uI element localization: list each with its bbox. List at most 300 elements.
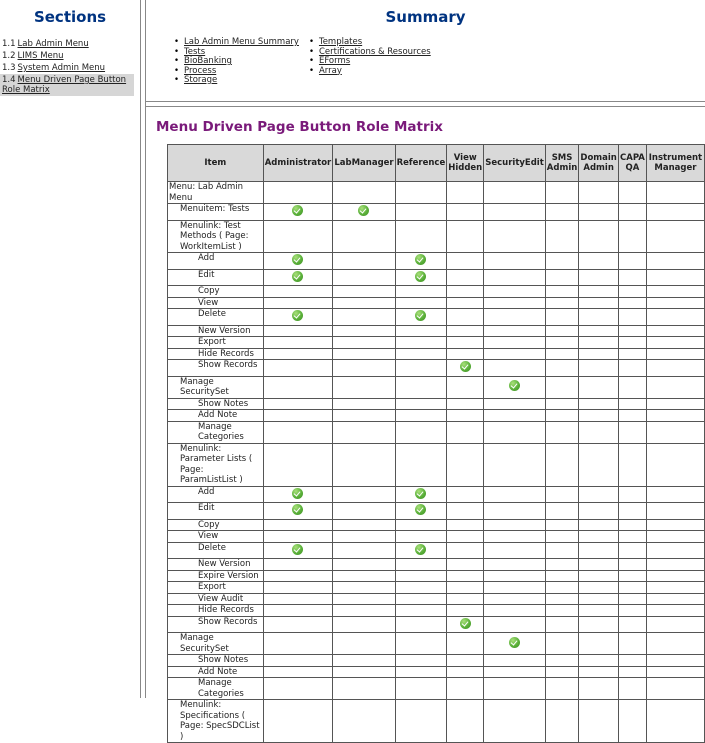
column-header: Administrator (263, 145, 333, 182)
green-check-icon (292, 271, 303, 282)
section-number: 1.4 (2, 75, 16, 85)
role-cell (545, 542, 578, 559)
role-cell (646, 605, 704, 617)
role-cell (484, 616, 546, 633)
role-cell (395, 309, 447, 326)
role-cell (484, 204, 546, 221)
row-item-label: Manage SecuritySet (168, 376, 264, 398)
section-item (0, 38, 140, 50)
role-cell (333, 559, 395, 571)
row-item-label: Menulink: Test Methods ( Page: WorkItemList ) (168, 220, 264, 253)
role-cell (545, 182, 578, 204)
role-cell (619, 605, 647, 617)
summary-link[interactable]: Process (184, 65, 217, 76)
row-item-label: Delete (168, 309, 264, 326)
role-cell (545, 678, 578, 700)
table-row (168, 531, 705, 543)
role-cell (333, 582, 395, 594)
role-cell (484, 486, 546, 503)
role-cell (395, 542, 447, 559)
section-link[interactable]: System Admin Menu (17, 63, 106, 73)
green-check-icon (509, 380, 520, 391)
row-item-label: Show Records (168, 616, 264, 633)
row-item-label: View Audit (168, 593, 264, 605)
role-cell (447, 503, 484, 520)
column-header: SMS Admin (545, 145, 578, 182)
role-cell (484, 325, 546, 337)
table-row (168, 337, 705, 349)
table-row (168, 348, 705, 360)
role-cell (619, 559, 647, 571)
role-cell (333, 570, 395, 582)
role-cell (579, 325, 619, 337)
role-cell (545, 204, 578, 221)
role-cell (646, 220, 704, 253)
role-cell (579, 616, 619, 633)
matrix-title: Menu Driven Page Button Role Matrix (156, 119, 443, 135)
role-cell (579, 605, 619, 617)
role-cell (545, 443, 578, 486)
table-row (168, 700, 705, 743)
role-cell (646, 700, 704, 743)
role-cell (619, 542, 647, 559)
role-cell (395, 360, 447, 377)
role-cell (484, 503, 546, 520)
column-header: Reference (395, 145, 447, 182)
role-cell (646, 182, 704, 204)
role-cell (263, 633, 333, 655)
role-cell (263, 337, 333, 349)
table-row (168, 486, 705, 503)
role-cell (619, 297, 647, 309)
role-cell (333, 633, 395, 655)
role-cell (646, 398, 704, 410)
role-cell (447, 269, 484, 286)
summary-link[interactable]: Array (318, 65, 342, 76)
role-cell (545, 666, 578, 678)
role-cell (646, 633, 704, 655)
role-cell (619, 570, 647, 582)
role-cell (619, 376, 647, 398)
role-cell (484, 297, 546, 309)
green-check-icon (292, 205, 303, 216)
role-cell (545, 297, 578, 309)
green-check-icon (415, 254, 426, 265)
role-cell (579, 376, 619, 398)
role-cell (545, 376, 578, 398)
role-cell (545, 421, 578, 443)
role-cell (333, 519, 395, 531)
role-cell (545, 360, 578, 377)
role-cell (333, 220, 395, 253)
role-cell (395, 204, 447, 221)
role-cell (545, 531, 578, 543)
role-cell (395, 220, 447, 253)
role-cell (545, 582, 578, 594)
summary-link[interactable]: EForms (318, 56, 351, 66)
summary-list-item (309, 67, 431, 77)
role-cell (545, 700, 578, 743)
role-cell (646, 286, 704, 298)
role-cell (619, 348, 647, 360)
table-row (168, 325, 705, 337)
row-item-label: Copy (168, 519, 264, 531)
role-cell (484, 348, 546, 360)
role-cell (646, 325, 704, 337)
green-check-icon (460, 618, 471, 629)
column-header: Instrument Manager (646, 145, 704, 182)
summary-link[interactable]: Tests (184, 46, 206, 57)
role-cell (333, 531, 395, 543)
role-cell (447, 253, 484, 270)
role-cell (484, 376, 546, 398)
role-cell (484, 421, 546, 443)
role-cell (484, 666, 546, 678)
role-cell (579, 204, 619, 221)
role-cell (545, 348, 578, 360)
role-cell (263, 286, 333, 298)
role-cell (447, 616, 484, 633)
role-cell (395, 410, 447, 422)
table-row (168, 376, 705, 398)
table-row (168, 570, 705, 582)
role-cell (484, 633, 546, 655)
role-cell (263, 297, 333, 309)
role-cell (263, 443, 333, 486)
role-cell (545, 616, 578, 633)
role-cell (333, 182, 395, 204)
role-cell (447, 443, 484, 486)
role-cell (545, 605, 578, 617)
role-cell (263, 655, 333, 667)
row-item-label: Show Notes (168, 655, 264, 667)
role-cell (545, 519, 578, 531)
column-header: Item (168, 145, 264, 182)
role-cell (579, 655, 619, 667)
role-cell (579, 531, 619, 543)
role-cell (263, 559, 333, 571)
table-row (168, 421, 705, 443)
role-cell (579, 503, 619, 520)
role-cell (447, 700, 484, 743)
role-cell (619, 666, 647, 678)
green-check-icon (460, 361, 471, 372)
role-cell (395, 376, 447, 398)
role-cell (395, 616, 447, 633)
role-cell (395, 421, 447, 443)
role-cell (263, 421, 333, 443)
role-cell (447, 559, 484, 571)
sections-sidebar (0, 0, 141, 698)
role-cell (545, 269, 578, 286)
row-item-label: New Version (168, 559, 264, 571)
role-cell (447, 297, 484, 309)
role-cell (619, 443, 647, 486)
green-check-icon (415, 544, 426, 555)
role-cell (646, 348, 704, 360)
green-check-icon (292, 254, 303, 265)
role-cell (447, 348, 484, 360)
row-item-label: Delete (168, 542, 264, 559)
role-cell (619, 325, 647, 337)
role-cell (484, 559, 546, 571)
role-cell (263, 531, 333, 543)
role-cell (263, 593, 333, 605)
green-check-icon (415, 271, 426, 282)
role-cell (395, 486, 447, 503)
section-link[interactable]: Menu Driven Page Button Role Matrix (2, 75, 127, 95)
table-row (168, 220, 705, 253)
role-cell (484, 605, 546, 617)
role-cell (447, 360, 484, 377)
section-link[interactable]: Lab Admin Menu (17, 39, 89, 49)
row-item-label: Menuitem: Tests (168, 204, 264, 221)
role-cell (579, 253, 619, 270)
role-cell (263, 616, 333, 633)
role-cell (333, 605, 395, 617)
role-cell (395, 398, 447, 410)
role-cell (395, 348, 447, 360)
role-cell (395, 443, 447, 486)
role-cell (263, 666, 333, 678)
role-cell (545, 398, 578, 410)
role-cell (333, 398, 395, 410)
role-cell (545, 633, 578, 655)
role-cell (484, 593, 546, 605)
row-item-label: Menulink: Parameter Lists ( Page: ParamListList ) (168, 443, 264, 486)
section-item (0, 62, 140, 74)
role-cell (333, 297, 395, 309)
table-row (168, 410, 705, 422)
role-cell (395, 582, 447, 594)
role-cell (619, 253, 647, 270)
role-cell (447, 398, 484, 410)
role-cell (545, 253, 578, 270)
role-cell (619, 269, 647, 286)
role-cell (545, 570, 578, 582)
role-cell (484, 700, 546, 743)
role-cell (646, 410, 704, 422)
role-cell (579, 559, 619, 571)
role-cell (447, 337, 484, 349)
table-row (168, 559, 705, 571)
table-row (168, 297, 705, 309)
row-item-label: Expire Version (168, 570, 264, 582)
role-cell (646, 582, 704, 594)
summary-link[interactable]: Storage (184, 75, 218, 85)
role-cell (263, 582, 333, 594)
role-cell (333, 503, 395, 520)
column-header: Domain Admin (579, 145, 619, 182)
role-cell (579, 570, 619, 582)
role-cell (484, 337, 546, 349)
role-cell (263, 398, 333, 410)
role-cell (646, 519, 704, 531)
role-cell (646, 593, 704, 605)
role-cell (395, 700, 447, 743)
summary-link[interactable]: Certifications & Resources (318, 46, 431, 57)
role-cell (579, 269, 619, 286)
role-cell (447, 678, 484, 700)
role-cell (484, 220, 546, 253)
row-item-label: Hide Records (168, 605, 264, 617)
role-cell (333, 616, 395, 633)
summary-list-item (174, 76, 299, 86)
role-cell (263, 519, 333, 531)
role-cell (447, 593, 484, 605)
role-cell (395, 655, 447, 667)
role-cell (646, 678, 704, 700)
role-cell (619, 503, 647, 520)
row-item-label: Manage Categories (168, 678, 264, 700)
role-cell (619, 182, 647, 204)
role-cell (484, 655, 546, 667)
summary-link[interactable]: Lab Admin Menu Summary (184, 37, 299, 47)
role-cell (333, 309, 395, 326)
row-item-label: Add (168, 486, 264, 503)
role-cell (263, 605, 333, 617)
role-cell (447, 582, 484, 594)
table-row (168, 443, 705, 486)
role-cell (333, 655, 395, 667)
row-item-label: Copy (168, 286, 264, 298)
role-cell (646, 655, 704, 667)
row-item-label: Manage SecuritySet (168, 633, 264, 655)
role-cell (545, 486, 578, 503)
role-cell (619, 220, 647, 253)
role-cell (619, 360, 647, 377)
role-cell (579, 286, 619, 298)
role-cell (395, 593, 447, 605)
role-cell (619, 531, 647, 543)
role-cell (646, 376, 704, 398)
role-cell (619, 337, 647, 349)
table-row (168, 678, 705, 700)
role-cell (545, 593, 578, 605)
role-cell (395, 678, 447, 700)
role-cell (333, 325, 395, 337)
role-cell (395, 633, 447, 655)
summary-link[interactable]: BioBanking (184, 56, 232, 66)
role-cell (579, 220, 619, 253)
row-item-label: Manage Categories (168, 421, 264, 443)
table-row (168, 582, 705, 594)
role-cell (484, 269, 546, 286)
role-cell (447, 410, 484, 422)
role-cell (263, 220, 333, 253)
row-item-label: Show Records (168, 360, 264, 377)
role-cell (646, 297, 704, 309)
role-cell (579, 519, 619, 531)
summary-link[interactable]: Templates (318, 37, 363, 47)
table-row (168, 503, 705, 520)
table-row (168, 616, 705, 633)
role-cell (579, 582, 619, 594)
row-item-label: Menu: Lab Admin Menu (168, 182, 264, 204)
role-cell (579, 337, 619, 349)
role-matrix-table (167, 144, 705, 743)
role-cell (484, 253, 546, 270)
role-cell (619, 616, 647, 633)
role-cell (545, 286, 578, 298)
role-cell (646, 570, 704, 582)
role-cell (579, 700, 619, 743)
role-cell (545, 655, 578, 667)
row-item-label: Edit (168, 269, 264, 286)
role-cell (619, 582, 647, 594)
role-cell (619, 309, 647, 326)
role-cell (263, 253, 333, 270)
role-cell (646, 421, 704, 443)
row-item-label: Menulink: Specifications ( Page: SpecSDCList ) (168, 700, 264, 743)
role-cell (579, 309, 619, 326)
matrix-panel (146, 107, 705, 742)
role-cell (447, 655, 484, 667)
green-check-icon (358, 205, 369, 216)
role-cell (395, 325, 447, 337)
role-cell (395, 337, 447, 349)
role-cell (395, 286, 447, 298)
role-cell (263, 542, 333, 559)
section-link[interactable]: LIMS Menu (17, 51, 64, 61)
role-cell (447, 519, 484, 531)
table-header-row (168, 145, 705, 182)
summary-links (174, 38, 441, 86)
role-cell (395, 559, 447, 571)
summary-list-col2 (309, 38, 431, 76)
green-check-icon (292, 544, 303, 555)
role-cell (395, 182, 447, 204)
role-cell (333, 593, 395, 605)
role-cell (619, 700, 647, 743)
role-cell (545, 559, 578, 571)
role-cell (447, 220, 484, 253)
role-cell (395, 519, 447, 531)
role-cell (333, 348, 395, 360)
table-row (168, 286, 705, 298)
summary-panel (146, 0, 705, 101)
role-cell (545, 220, 578, 253)
role-cell (579, 666, 619, 678)
role-cell (263, 204, 333, 221)
green-check-icon (415, 310, 426, 321)
role-cell (263, 410, 333, 422)
role-cell (579, 443, 619, 486)
role-cell (579, 297, 619, 309)
role-cell (263, 269, 333, 286)
role-cell (579, 421, 619, 443)
role-cell (447, 605, 484, 617)
row-item-label: Export (168, 337, 264, 349)
role-cell (646, 253, 704, 270)
green-check-icon (292, 488, 303, 499)
role-cell (447, 309, 484, 326)
role-cell (333, 700, 395, 743)
role-cell (484, 570, 546, 582)
role-cell (646, 616, 704, 633)
row-item-label: Add (168, 253, 264, 270)
role-cell (333, 666, 395, 678)
table-row (168, 182, 705, 204)
role-cell (263, 325, 333, 337)
role-cell (447, 633, 484, 655)
role-cell (579, 593, 619, 605)
table-row (168, 204, 705, 221)
role-cell (484, 678, 546, 700)
role-cell (333, 376, 395, 398)
row-item-label: Export (168, 582, 264, 594)
table-row (168, 253, 705, 270)
